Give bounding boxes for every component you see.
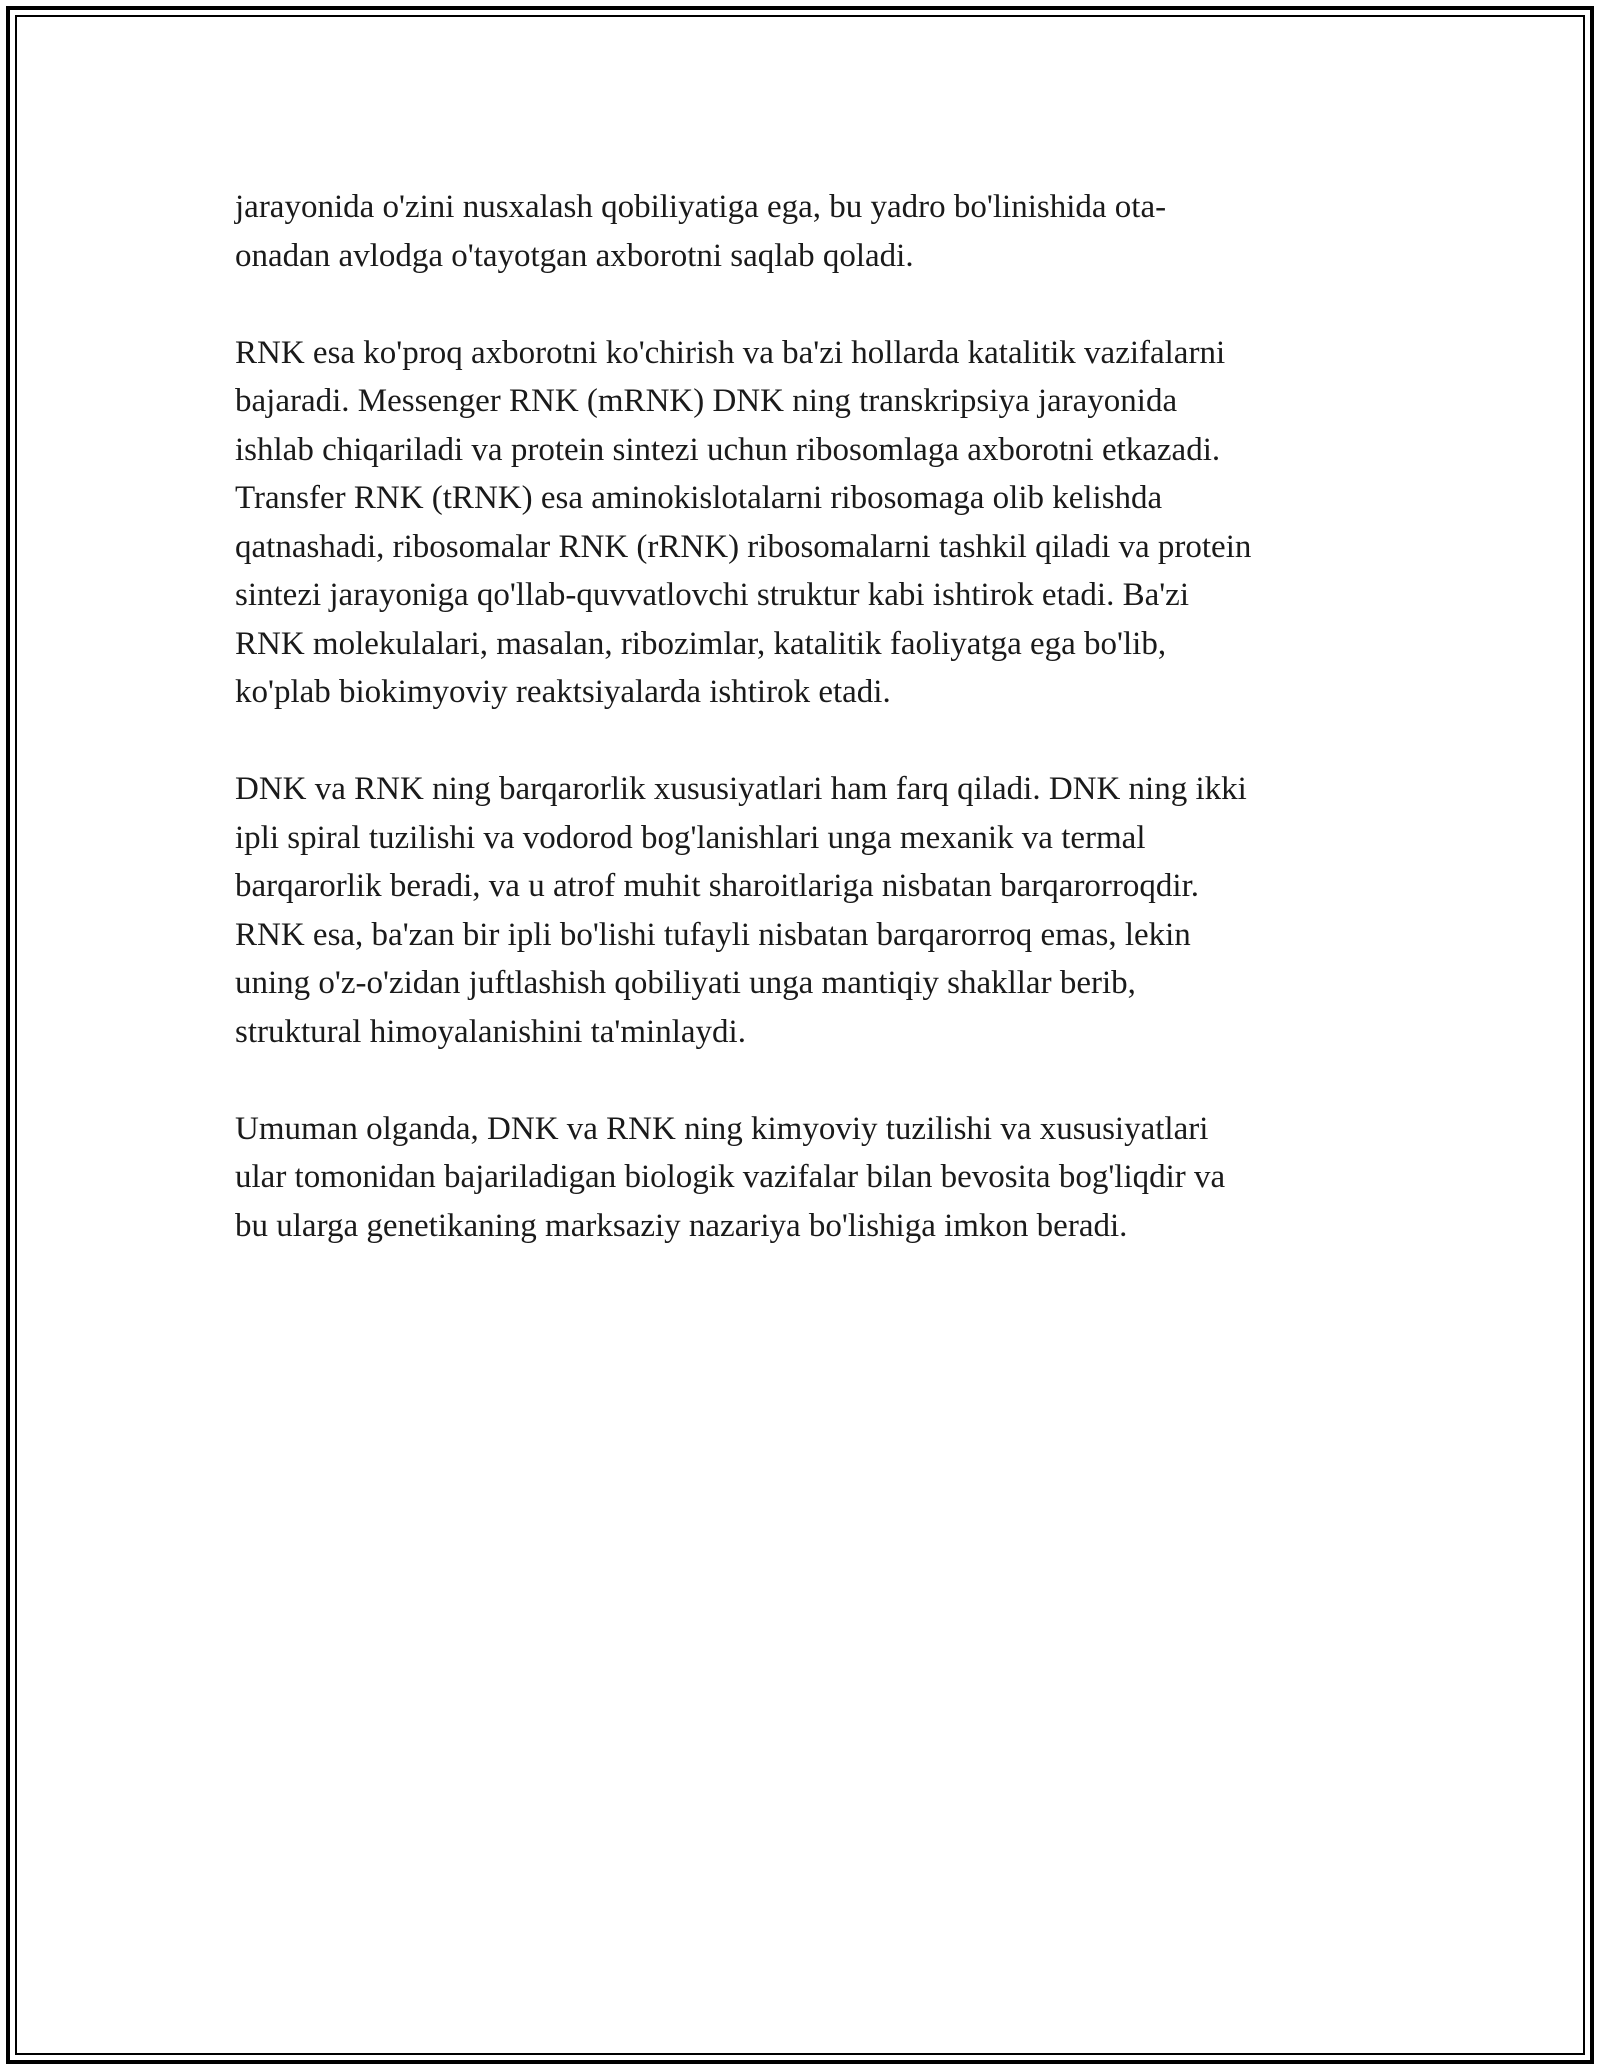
text-line: sintezi jarayoniga qo'llab-quvvatlovchi struktur kabi ishtirok etadi. Ba'zi bbox=[235, 577, 1189, 613]
text-line: DNK va RNK ning barqarorlik xususiyatlari ham farq qiladi. DNK ning ikki bbox=[235, 771, 1247, 807]
text-line: onadan avlodga o'tayotgan axborotni saqlab qoladi. bbox=[235, 237, 914, 274]
text-line: RNK molekulalari, masalan, ribozimlar, katalitik faoliyatga ega bo'lib, bbox=[235, 625, 1167, 662]
paragraph-4 bbox=[235, 1105, 1395, 1251]
text-line: bu ularga genetikaning marksaziy nazariya bo'lishiga imkon beradi. bbox=[235, 1207, 1128, 1244]
text-line: ipli spiral tuzilishi va vodorod bog'lanishlari unga mexanik va termal bbox=[235, 819, 1146, 856]
text-line: Umuman olganda, DNK va RNK ning kimyoviy tuzilishi va xususiyatlari bbox=[235, 1110, 1209, 1147]
text-line: ular tomonidan bajariladigan biologik vazifalar bilan bevosita bog'liqdir va bbox=[235, 1159, 1226, 1195]
text-line: uning o'z-o'zidan juftlashish qobiliyati unga mantiqiy shakllar berib, bbox=[235, 965, 1136, 1001]
text-line: jarayonida o'zini nusxalash qobiliyatiga ega, bu yadro bo'linishida ota- bbox=[235, 189, 1167, 225]
text-line: struktural himoyalanishini ta'minlaydi. bbox=[235, 1013, 746, 1050]
text-line: bajaradi. Messenger RNK (mRNK) DNK ning transkripsiya jarayonida bbox=[235, 383, 1178, 419]
text-line: RNK esa, ba'zan bir ipli bo'lishi tufayli nisbatan barqarorroq emas, lekin bbox=[235, 916, 1191, 953]
document-body bbox=[235, 183, 1395, 1299]
paragraph-3 bbox=[235, 765, 1395, 1056]
text-line: ko'plab biokimyoviy reaktsiyalarda ishtirok etadi. bbox=[235, 674, 891, 710]
paragraph-2 bbox=[235, 329, 1395, 717]
text-line: barqarorlik beradi, va u atrof muhit sharoitlariga nisbatan barqarorroqdir. bbox=[235, 868, 1199, 904]
paragraph-1 bbox=[235, 183, 1395, 280]
text-line: qatnashadi, ribosomalar RNK (rRNK) ribosomalarni tashkil qiladi va protein bbox=[235, 528, 1252, 565]
text-line: RNK esa ko'proq axborotni ko'chirish va ba'zi hollarda katalitik vazifalarni bbox=[235, 334, 1226, 371]
text-line: ishlab chiqariladi va protein sintezi uchun ribosomlaga axborotni etkazadi. bbox=[235, 431, 1221, 468]
text-line: Transfer RNK (tRNK) esa aminokislotalarni ribosomaga olib kelishda bbox=[235, 480, 1163, 516]
